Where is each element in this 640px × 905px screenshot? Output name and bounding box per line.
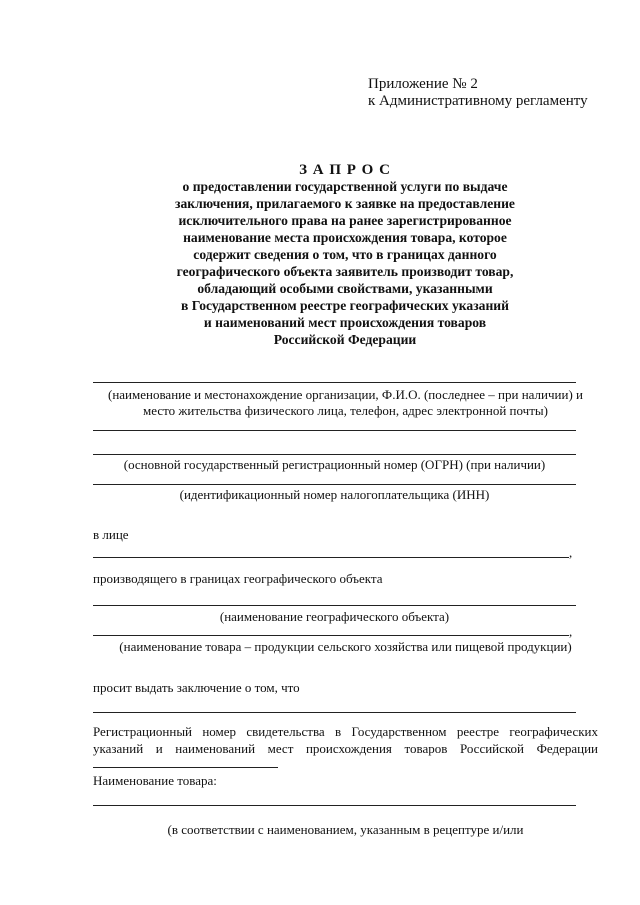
product-name-label: Наименование товара: xyxy=(93,773,217,788)
request-label: просит выдать заключение о том, что xyxy=(93,680,300,695)
heading-line: и наименований мест происхождения товаров xyxy=(203,315,487,330)
goods-caption: (наименование товара – продукции сельского хозяйства или пищевой продукции) xyxy=(119,639,572,654)
heading-line: о предоставлении государственной услуги по выдаче xyxy=(182,179,508,194)
ogrn-input-line[interactable] xyxy=(93,454,576,455)
registration-text-line-1: Регистрационный номер свидетельства в Государственном реестре географических xyxy=(93,724,598,739)
heading-line: исключительного права на ранее зарегистрированное xyxy=(178,213,512,228)
registration-text-line-2: указаний и наименований мест происхождения товаров Российской Федерации xyxy=(93,741,598,756)
accordance-caption: (в соответствии с наименованием, указанным в рецептуре и/или xyxy=(167,822,524,837)
geo-object-caption: (наименование географического объекта) xyxy=(219,609,450,624)
heading-line: заключения, прилагаемого к заявке на предоставление xyxy=(175,196,515,211)
in-person-label: в лице xyxy=(93,527,129,542)
document-title: З А П Р О С xyxy=(299,162,391,178)
request-input-line[interactable] xyxy=(93,712,576,713)
heading-line: географического объекта заявитель производит товар, xyxy=(176,264,514,279)
org-caption-line-2: место жительства физического лица, телефон, адрес электронной почты) xyxy=(143,403,548,418)
heading-line: содержит сведения о том, что в границах данного xyxy=(193,247,497,262)
inn-input-line[interactable] xyxy=(93,484,576,485)
heading-line: обладающий особыми свойствами, указанными xyxy=(197,281,493,296)
appendix-reference: к Административному регламенту xyxy=(368,93,588,109)
representative-input-line[interactable] xyxy=(93,557,569,558)
registration-number-input-line[interactable] xyxy=(93,767,278,768)
appendix-number: Приложение № 2 xyxy=(368,76,478,92)
heading-line: наименование места происхождения товара, которое xyxy=(183,230,507,245)
org-input-line-2[interactable] xyxy=(93,430,576,431)
comma-mark: , xyxy=(569,624,573,639)
comma-mark: , xyxy=(569,545,573,560)
heading-line: Российской Федерации xyxy=(273,332,417,347)
ogrn-caption: (основной государственный регистрационный номер (ОГРН) (при наличии) xyxy=(123,457,546,472)
org-input-line[interactable] xyxy=(93,382,576,383)
geo-object-input-line[interactable] xyxy=(93,605,576,606)
goods-input-line[interactable] xyxy=(93,635,569,636)
heading-line: в Государственном реестре географических указаний xyxy=(181,298,509,313)
producing-label: производящего в границах географического объекта xyxy=(93,571,383,586)
product-name-input-line[interactable] xyxy=(93,805,576,806)
org-caption-line-1: (наименование и местонахождение организации, Ф.И.О. (последнее – при наличии) и xyxy=(107,387,583,402)
inn-caption: (идентификационный номер налогоплательщика (ИНН) xyxy=(179,487,490,502)
